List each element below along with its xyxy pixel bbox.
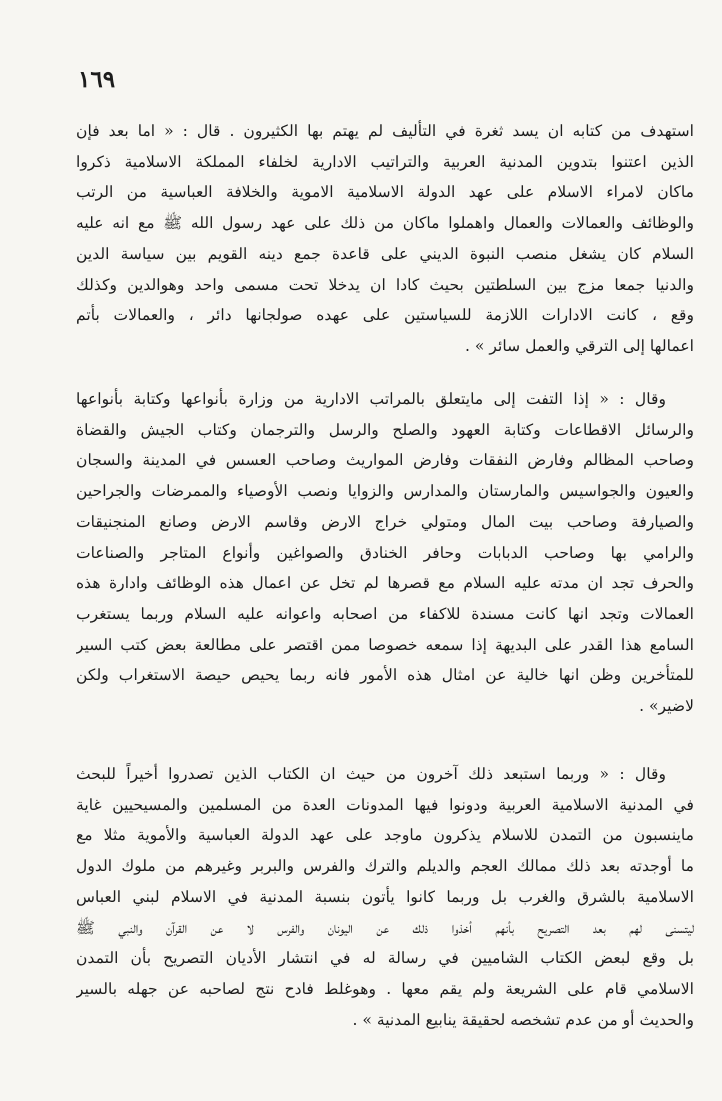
paragraph-2	[76, 384, 694, 722]
paragraph-1	[76, 116, 694, 362]
text-line: الاسلامي قام على الشريعة ولم يقم معها . وهوغلط فادح نتج لصاحبه عن جهله بالسير	[76, 979, 694, 998]
text-line: وقال : « إذا التفت إلى مايتعلق بالمراتب الادارية من وزارة بأنواعها وكتابة بأنواعها	[76, 390, 666, 408]
text-line: ما أوجدته بعد ذلك ممالك العجم والديلم والترك والفرس والبربر وغيرهم من ملوك الدول	[76, 857, 694, 876]
text-line: وقال : « وربما استبعد ذلك آخرون من حيث ان الكتاب الذين تصدروا أخيراً للبحث	[76, 765, 666, 783]
text-line: والصيارفة وصاحب بيت المال ومتولي خراج الارض وقاسم الارض وصانع المنجنيقات	[76, 512, 694, 531]
text-line: لاضير» .	[639, 697, 694, 716]
text-line: ماينسبون من التمدن للاسلام يذكرون ماوجد على عهد الدولة العباسية والأموية مثلا مع	[76, 826, 694, 845]
text-line: ليتسنى لهم بعد التصريح بأنهم أخذوا ذلك عن اليونان والفرس لا عن القرآن والنبي ﷺ	[76, 918, 694, 937]
text-line: والحرف تجد ان مدته عليه السلام مع قصرها لم تخل عن اعمال هذه الوظائف وادارة هذه	[76, 574, 694, 593]
text-line: السامع هذا القدر على البديهة إذا سمعه خصوصا ممن اقتصر على مطالعة بعض كتب السير	[76, 635, 694, 654]
page-number: ١٦٩	[78, 66, 116, 93]
paragraph-3	[76, 759, 694, 1035]
text-line: وقع ، كانت الادارات اللازمة للسياستين على عهده صولجانها دائر ، والعمالات بأتم	[76, 306, 694, 325]
text-line: في المدنية الاسلامية العربية ودونوا فيها المدونات العدة من المسلمين والمسيحيين غاية	[76, 795, 694, 814]
text-line: بل وقع لبعض الكتاب الشاميين في رسالة له في انتشار الأديان التصريح بأن التمدن	[76, 949, 694, 968]
text-line: ماكان لامراء الاسلام على عهد الدولة الاسلامية الاموية والخلافة العباسية من الرتب	[76, 183, 694, 202]
text-line: والرامي بها وصاحب الدبابات وحافر الخنادق والصواغين وأنواع المتاجر والصناعات	[76, 543, 694, 562]
text-line: وصاحب المظالم وفارض النفقات وفارض المواريث وصاحب العسس في المدينة والسجان	[76, 451, 694, 470]
text-line: والعيون والجواسيس والمارستان والمدارس والزوايا ونصب الأوصياء والممرضات والجراحين	[76, 482, 694, 501]
text-line: والرسائل الاقطاعات وكتابة العهود والصلح والرسل والترجمان وكتاب الجيش والقضاة	[76, 420, 694, 439]
text-line: اعمالها إلى الترقي والعمل سائر » .	[465, 336, 694, 355]
text-line: العمالات وتجد انها كانت مسندة للاكفاء من اصحابه واعوانه عليه السلام وربما يستغرب	[76, 604, 694, 623]
text-line: الاسلامية بالشرق والغرب بل وربما كانوا يأتون بنسبة المدنية في الاسلام لبني العباس	[76, 887, 694, 906]
text-line: للمتأخرين وظن انها خالية عن امثال هذه الأمور فانه ربما يحيص حيصة الاستغراب ولكن	[76, 666, 694, 685]
text-line: الذين اعتنوا بتدوين المدنية العربية والتراتيب الادارية لخلفاء المملكة الاسلامية ذكروا	[76, 152, 694, 171]
text-line: السلام كان يشغل منصب النبوة الديني على قاعدة جمع دينه القويم بين سياسة الدين	[76, 244, 694, 263]
text-line: والحديث أو من عدم تشخصه لحقيقة ينابيع المدنية » .	[352, 1010, 694, 1029]
text-line: استهدف من كتابه ان يسد ثغرة في التأليف لم يهتم بها الكثيرون . قال : « اما بعد فإن	[76, 122, 694, 140]
text-line: والدنيا جمعا مزج بين السلطتين بحيث كادا ان يدخلا تحت مسمى واحد وهوالدين وكذلك	[76, 275, 694, 294]
text-line: والوظائف والعمالات والعمال واهملوا ماكان من ذلك على عهد رسول الله ﷺ مع انه عليه	[76, 214, 694, 233]
